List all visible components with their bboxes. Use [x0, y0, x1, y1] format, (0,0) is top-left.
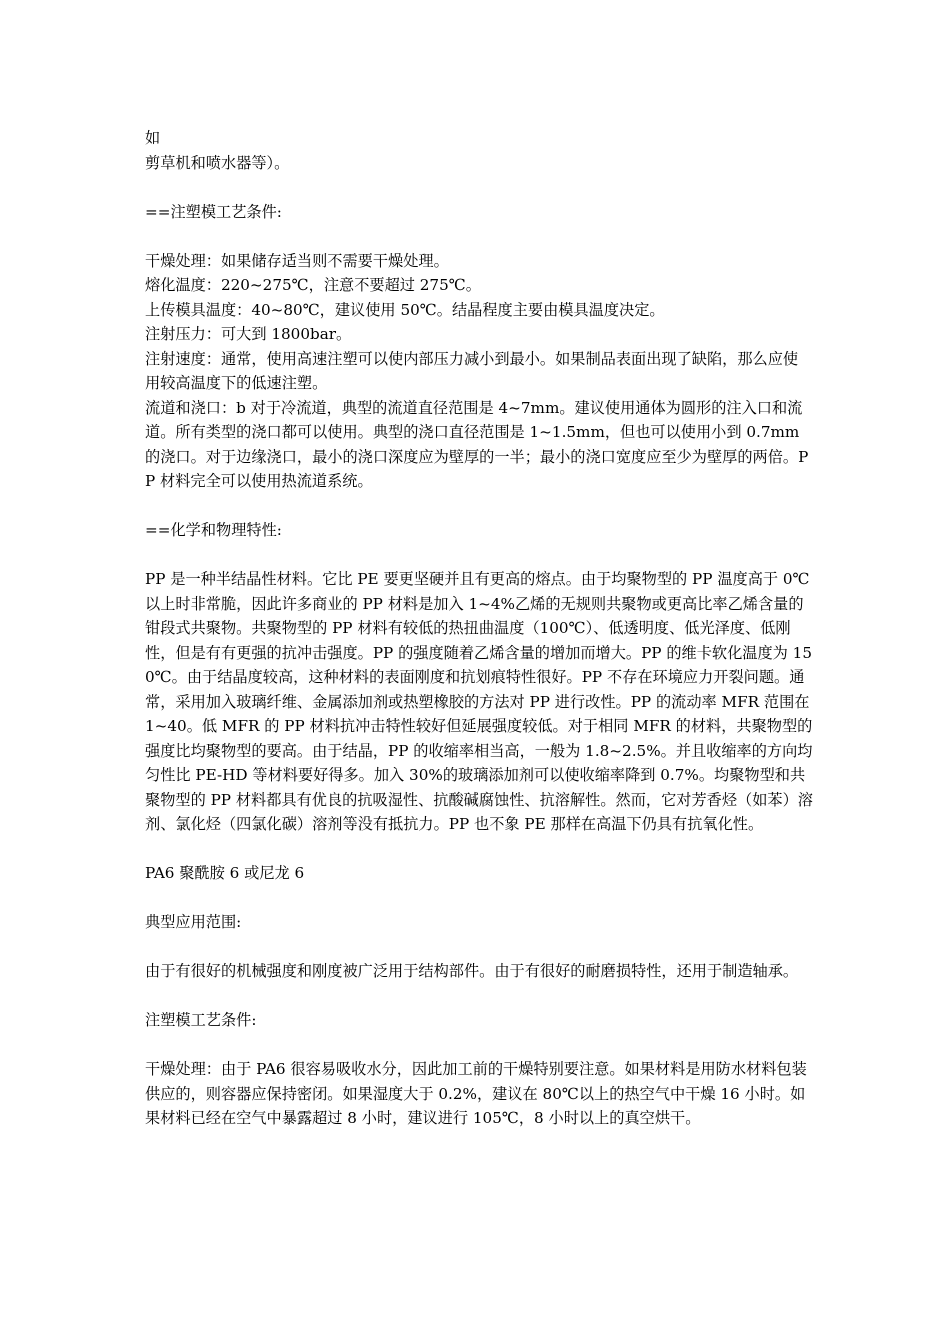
pp-injection-pressure: 注射压力：可大到 1800bar。 — [145, 325, 352, 343]
pp-drying: 干燥处理：如果储存适当则不需要干燥处理。 — [145, 251, 449, 270]
pp-runners-and-gates: 流道和浇口：b 对于冷流道，典型的流道直径范围是 4~7mm。建议使用通体为圆形的注入口和流道。所有类型的浇口都可以使用。典型的浇口直径范围是 1~1.5mm，但也可以使用小到 0.7mm 的浇口。对于边缘浇口，最小的浇口深度应为壁厚的一半；最小的浇口宽度应至少为壁厚的两倍。PP 材料完全可以使用热流道系统。 — [145, 398, 809, 490]
pp-properties-heading: ==化学和物理特性: — [145, 521, 282, 539]
fragment-line-2: 剪草机和喷水器等）。 — [145, 153, 290, 172]
blank-line — [145, 175, 813, 200]
pa6-title: PA6 聚酰胺 6 或尼龙 6 — [145, 864, 305, 882]
pa6-process-heading: 注塑模工艺条件: — [145, 1011, 257, 1029]
pa6-applications-paragraph: 由于有很好的机械强度和刚度被广泛用于结构部件。由于有很好的耐磨损特性，还用于制造轴承。 — [145, 962, 799, 980]
pp-injection-speed: 注射速度：通常，使用高速注塑可以使内部压力减小到最小。如果制品表面出现了缺陷，那么应使用较高温度下的低速注塑。 — [145, 349, 799, 392]
pp-properties-paragraph: PP 是一种半结晶性材料。它比 PE 要更坚硬并且有更高的熔点。由于均聚物型的 PP 温度高于 0℃以上时非常脆，因此许多商业的 PP 材料是加入 1~4%乙烯的无规则共聚物或更高比率乙烯含量的钳段式共聚物。共聚物型的 PP 材料有较低的热扭曲温度（100℃）、低透明度、低光泽度、低刚性，但是有有更强的抗冲击强度。PP 的强度随着乙烯含量的增加而增大。PP 的维卡软化温度为 150℃。由于结晶度较高，这种材料的表面刚度和抗划痕特性很好。PP 不存在环境应力开裂问题。通常，采用加入玻璃纤维、金属添加剂或热塑橡胶的方法对 PP 进行改性。PP 的流动率 MFR 范围在 1~40。低 MFR 的 PP 材料抗冲击特性较好但延展强度较低。对于相同 MFR 的材料，共聚物型的强度比均聚物型的要高。由于结晶，PP 的收缩率相当高，一般为 1.8~2.5%。并且收缩率的方向均匀性比 PE-HD 等材料要好得多。加入 30%的玻璃添加剂可以使收缩率降到 0.7%。均聚物型和共聚物型的 PP 材料都具有优良的抗吸湿性、抗酸碱腐蚀性、抗溶解性。然而，它对芳香烃（如苯）溶剂、氯化烃（四氯化碳）溶剂等没有抵抗力。PP 也不象 PE 那样在高温下仍具有抗氧化性。 — [145, 570, 813, 833]
pa6-applications-heading: 典型应用范围: — [145, 913, 242, 931]
blank-line — [145, 543, 813, 568]
blank-line — [145, 886, 813, 911]
blank-line — [145, 224, 813, 249]
pp-mold-temperature: 上传模具温度：40~80℃，建议使用 50℃。结晶程度主要由模具温度决定。 — [145, 300, 665, 319]
pa6-drying-paragraph: 干燥处理：由于 PA6 很容易吸收水分，因此加工前的干燥特别要注意。如果材料是用防水材料包装供应的，则容器应保持密闭。如果湿度大于 0.2%，建议在 80℃以上的热空气中干燥 16 小时。如果材料已经在空气中暴露超过 8 小时，建议进行 105℃，8 小时以上的真空烘干。 — [145, 1060, 807, 1127]
blank-line — [145, 837, 813, 862]
fragment-line-1: 如 — [145, 129, 161, 147]
pp-process-heading: ==注塑模工艺条件: — [145, 202, 282, 221]
blank-line — [145, 494, 813, 519]
blank-line — [145, 935, 813, 960]
blank-line — [145, 1033, 813, 1058]
blank-line — [145, 984, 813, 1009]
pp-melt-temperature: 熔化温度：220~275℃，注意不要超过 275℃。 — [145, 276, 481, 294]
document-page — [145, 126, 813, 1131]
